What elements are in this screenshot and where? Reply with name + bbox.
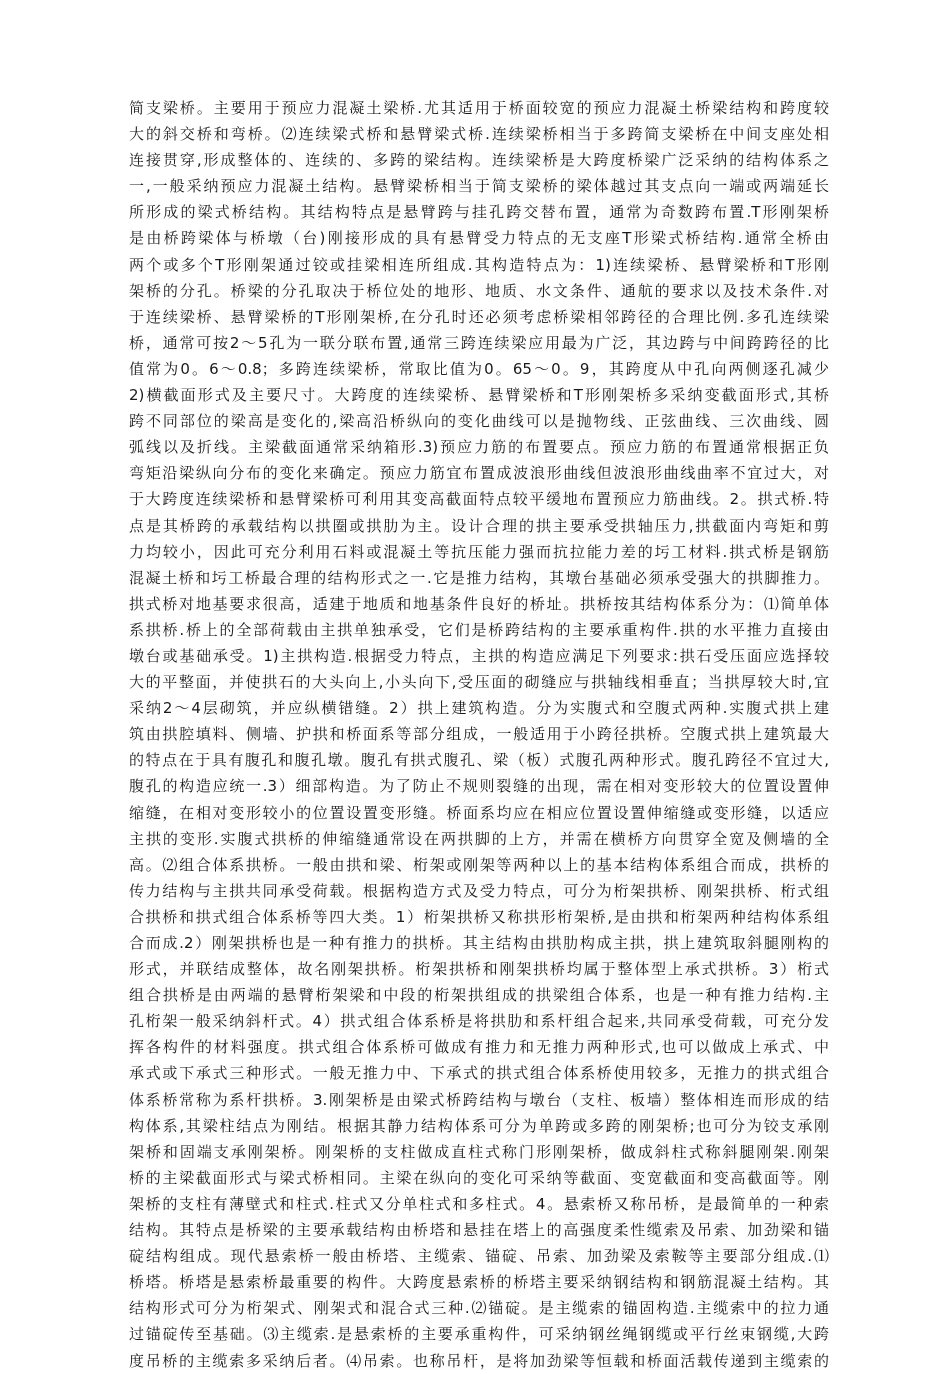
text-line: 缩缝，在相对变形较小的位置设置变形缝。桥面系均应在相应位置设置伸缩缝或变形缝，以适应 xyxy=(129,803,829,822)
text-line: 于连续梁桥、悬臂梁桥的T形刚架桥,在分孔时还必须考虑桥梁相邻跨径的合理比例.多孔连续梁 xyxy=(129,307,829,326)
text-line: 连接贯穿,形成整体的、连续的、多跨的梁结构。连续梁桥是大跨度桥梁广泛采纳的结构体系之 xyxy=(129,151,829,170)
text-line: 混凝土桥和圬工桥最合理的结构形式之一.它是推力结构，其墩台基础必须承受强大的拱脚推力。 xyxy=(129,568,829,587)
text-line: 简支梁桥。主要用于预应力混凝土梁桥.尤其适用于桥面较宽的预应力混凝土桥梁结构和跨度较 xyxy=(129,99,829,117)
text-line: 所形成的梁式桥结构。其结构特点是悬臂跨与挂孔跨交替布置，通常为奇数跨布置.T形刚架桥 xyxy=(129,203,829,222)
text-line: 传力结构与主拱共同承受荷载。根据构造方式及受力特点，可分为桁架拱桥、刚架拱桥、桁式组 xyxy=(129,881,829,900)
text-line: 合而成.2）刚架拱桥也是一种有推力的拱桥。其主结构由拱肋构成主拱，拱上建筑取斜腿刚构的 xyxy=(129,934,829,952)
text-line: 采纳2～4层砌筑，并应纵横错缝。2）拱上建筑构造。分为实腹式和空腹式两种.实腹式拱上建 xyxy=(129,699,829,718)
text-line: 墩台或基础承受。1)主拱构造.根据受力特点，主拱的构造应满足下列要求:拱石受压面应选择较 xyxy=(129,646,829,665)
text-line: 2)横截面形式及主要尺寸。大跨度的连续梁桥、悬臂梁桥和T形刚架桥多采纳变截面形式,其桥 xyxy=(129,386,829,405)
text-line: 承式或下承式三种形式。一般无推力中、下承式的拱式组合体系桥使用较多，无推力的拱式组合 xyxy=(129,1064,829,1083)
text-line: 两个或多个T形刚架通过铰或挂梁相连所组成.其构造特点为：1)连续梁桥、悬臂梁桥和T形刚 xyxy=(129,255,829,274)
text-line: 挥各构件的材料强度。拱式组合体系桥可做成有推力和无推力两种形式,也可以做成上承式、中 xyxy=(129,1038,829,1057)
text-line: 弯矩沿梁纵向分布的变化来确定。预应力筋宜布置成波浪形曲线但波浪形曲线曲率不宜过大，对 xyxy=(129,464,829,483)
text-line: 值常为0。6～0.8；多跨连续梁桥，常取比值为0。65～0。9，其跨度从中孔向两侧逐孔减少 xyxy=(129,359,829,378)
text-line: 桥的主梁截面形式与梁式桥相同。主梁在纵向的变化可采纳等截面、变宽截面和变高截面等。刚 xyxy=(129,1168,829,1187)
text-line: 架桥和固端支承刚架桥。刚架桥的支柱做成直柱式称门形刚架桥，做成斜柱式称斜腿刚架.刚架 xyxy=(129,1142,829,1161)
text-line: 架桥的支柱有薄壁式和柱式.柱式又分单柱式和多柱式。4。悬索桥又称吊桥，是最简单的一种索 xyxy=(129,1194,829,1213)
text-line: 力均较小，因此可充分利用石料或混凝土等抗压能力强而抗拉能力差的圬工材料.拱式桥是钢筋 xyxy=(129,542,829,561)
text-line: 过锚碇传至基础。⑶主缆索.是悬索桥的主要承重构件，可采纳钢丝绳钢缆或平行丝束钢缆,大跨 xyxy=(129,1325,829,1344)
text-line: 桥，通常可按2～5孔为一联分联布置,通常三跨连续梁应用最为广泛，其边跨与中间跨跨径的比 xyxy=(129,333,829,352)
text-line: 合拱桥和拱式组合体系桥等四大类。1）桁架拱桥又称拱形桁架桥,是由拱和桁架两种结构体系组 xyxy=(129,907,829,926)
text-line: 筑由拱腔填料、侧墙、护拱和桥面系等部分组成，一般适用于小跨径拱桥。空腹式拱上建筑最大 xyxy=(129,725,829,744)
text-line: 架桥的分孔。桥梁的分孔取决于桥位处的地形、地质、水文条件、通航的要求以及技术条件.对 xyxy=(129,281,829,300)
text-line: 大的斜交桥和弯桥。⑵连续梁式桥和悬臂梁式桥.连续梁桥相当于多跨简支梁桥在中间支座处相 xyxy=(129,125,829,144)
text-line: 形式，并联结成整体，故名刚架拱桥。桁架拱桥和刚架拱桥均属于整体型上承式拱桥。3）桁式 xyxy=(129,960,829,979)
text-line: 弧线以及折线。主梁截面通常采纳箱形.3)预应力筋的布置要点。预应力筋的布置通常根据正负 xyxy=(129,438,829,457)
text-line: 跨不同部位的梁高是变化的,梁高沿桥纵向的变化曲线可以是抛物线、正弦曲线、三次曲线、圆 xyxy=(129,412,829,431)
text-line: 度吊桥的主缆索多采纳后者。⑷吊索。也称吊杆，是将加劲梁等恒载和桥面活载传递到主缆索的 xyxy=(129,1351,829,1370)
text-line: 结构。其特点是桥梁的主要承载结构由桥塔和悬挂在塔上的高强度柔性缆索及吊索、加劲梁和锚 xyxy=(129,1221,829,1240)
text-line: 一,一般采纳预应力混凝土结构。悬臂梁桥相当于简支梁桥的梁体越过其支点向一端或两端延长 xyxy=(129,177,829,196)
text-line: 孔桁架一般采纳斜杆式。4）拱式组合体系桥是将拱肋和系杆组合起来,共同承受荷载，可充分发 xyxy=(129,1012,829,1031)
text-line: 大的平整面，并使拱石的大头向上,小头向下,受压面的砌缝应与拱轴线相垂直；当拱厚较大时,宜 xyxy=(129,673,829,692)
text-line: 拱式桥对地基要求很高，适建于地质和地基条件良好的桥址。拱桥按其结构体系分为：⑴简单体 xyxy=(129,594,829,613)
text-line: 系拱桥.桥上的全部荷载由主拱单独承受，它们是桥跨结构的主要承重构件.拱的水平推力直接由 xyxy=(129,620,829,639)
text-line: 体系桥常称为系杆拱桥。3.刚架桥是由梁式桥跨结构与墩台（支柱、板墙）整体相连而形成的结 xyxy=(129,1090,829,1109)
text-line: 组合拱桥是由两端的悬臂桁架梁和中段的桁架拱组成的拱梁组合体系，也是一种有推力结构.主 xyxy=(129,986,829,1005)
text-line: 高。⑵组合体系拱桥。一般由拱和梁、桁架或刚架等两种以上的基本结构体系组合而成，拱桥的 xyxy=(129,855,829,874)
text-line: 的特点在于具有腹孔和腹孔墩。腹孔有拱式腹孔、梁（板）式腹孔两种形式。腹孔跨径不宜过大, xyxy=(129,751,829,770)
text-line: 碇结构组成。现代悬索桥一般由桥塔、主缆索、锚碇、吊索、加劲梁及索鞍等主要部分组成.⑴ xyxy=(129,1247,829,1266)
text-line: 点是其桥跨的承载结构以拱圈或拱肋为主。设计合理的拱主要承受拱轴压力,拱截面内弯矩和剪 xyxy=(129,516,829,535)
body-text xyxy=(129,95,829,1374)
text-line: 腹孔的构造应统一.3）细部构造。为了防止不规则裂缝的出现，需在相对变形较大的位置设置伸 xyxy=(129,777,829,796)
text-line: 构体系,其梁柱结点为刚结。根据其静力结构体系可分为单跨或多跨的刚架桥;也可分为铰支承刚 xyxy=(129,1116,829,1135)
text-line: 结构形式可分为桁架式、刚架式和混合式三种.⑵锚碇。是主缆索的锚固构造.主缆索中的拉力通 xyxy=(129,1299,829,1318)
text-line: 于大跨度连续梁桥和悬臂梁桥可利用其变高截面特点较平缓地布置预应力筋曲线。2。拱式桥.特 xyxy=(129,490,829,509)
text-line: 是由桥跨梁体与桥墩（台)刚接形成的具有悬臂受力特点的无支座T形梁式桥结构.通常全桥由 xyxy=(129,229,829,248)
text-line: 主拱的变形.实腹式拱桥的伸缩缝通常设在两拱脚的上方，并需在横桥方向贯穿全宽及侧墙的全 xyxy=(129,829,829,848)
text-line: 桥塔。桥塔是悬索桥最重要的构件。大跨度悬索桥的桥塔主要采纳钢结构和钢筋混凝土结构。其 xyxy=(129,1273,829,1292)
